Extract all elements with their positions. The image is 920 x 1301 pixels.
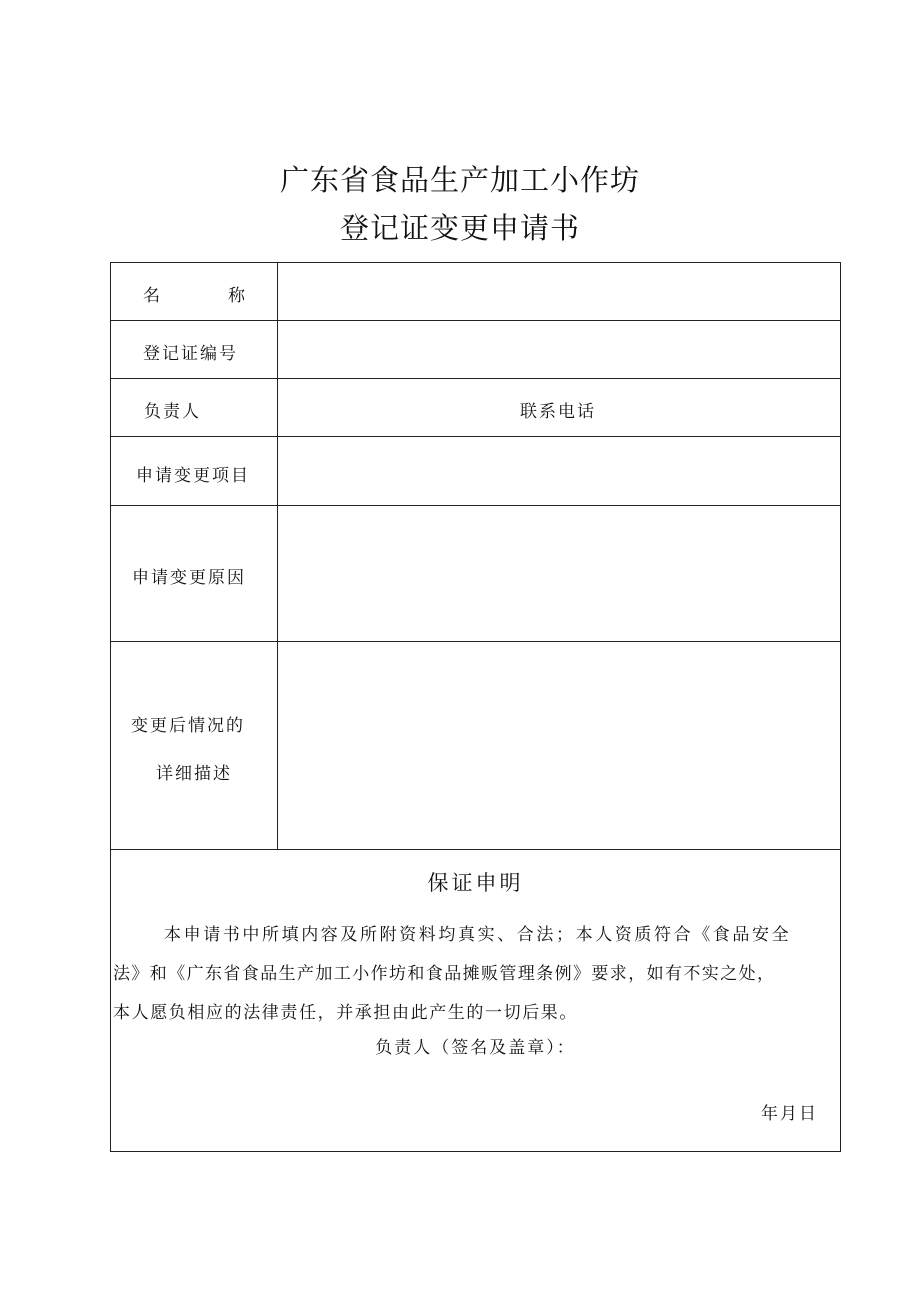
detail-description-label-line2: 详细描述 (156, 764, 232, 784)
declaration-text-line3: 本人愿负相应的法律责任，并承担由此产生的一切后果。 (113, 1003, 578, 1023)
document-title-line1: 广东省食品生产加工小作坊 (279, 163, 640, 197)
detail-description-field[interactable] (278, 642, 841, 849)
declaration-text-line1: 本申请书中所填内容及所附资料均真实、合法；本人资质符合《食品安全 (164, 925, 792, 945)
row-divider (111, 849, 840, 850)
declaration-text-line2: 法》和《广东省食品生产加工小作坊和食品摊贩管理条例》要求，如有不实之处， (113, 964, 776, 984)
name-label-part1: 名 (143, 286, 162, 306)
name-field[interactable] (278, 263, 841, 320)
change-item-label: 申请变更项目 (136, 466, 250, 486)
contact-phone-field[interactable] (611, 379, 841, 436)
responsible-person-field[interactable] (278, 379, 508, 436)
date-label: 年月日 (761, 1104, 818, 1124)
signature-label: 负责人（签名及盖章）： (375, 1038, 576, 1058)
change-reason-label: 申请变更原因 (132, 568, 246, 588)
declaration-title: 保证申明 (427, 871, 524, 895)
contact-phone-label: 联系电话 (520, 402, 596, 422)
change-reason-field[interactable] (278, 506, 841, 641)
document-title-line2: 登记证变更申请书 (339, 211, 580, 245)
certificate-number-label: 登记证编号 (143, 344, 238, 364)
certificate-number-field[interactable] (278, 321, 841, 378)
application-form-table (110, 262, 841, 1152)
change-item-field[interactable] (278, 437, 841, 505)
name-label-part2: 称 (228, 286, 247, 306)
detail-description-label-line1: 变更后情况的 (131, 716, 245, 736)
responsible-person-label: 负责人 (144, 402, 201, 422)
